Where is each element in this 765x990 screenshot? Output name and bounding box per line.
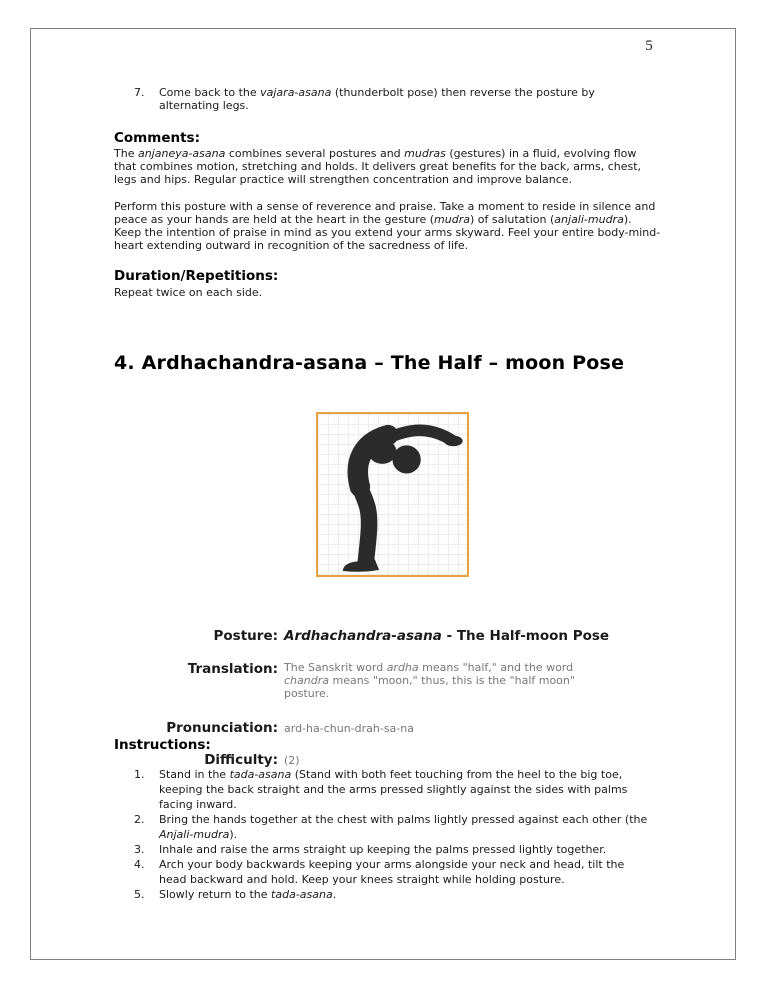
instruction-text: Slowly return to the tada-asana. [159,888,337,901]
instruction-text: Inhale and raise the arms straight up keeping the palms pressed lightly together. [159,843,607,856]
half-moon-pose-silhouette [318,414,467,575]
instruction-item [134,842,649,857]
comments-paragraph-2: Perform this posture with a sense of reverence and praise. Take a moment to reside in silence and peace as your hands are held at the heart in the gesture (mudra) of salutation (anjali-mudra). Keep the intention of praise in mind as you extend your arms skyward. Feel your entire body-mind-heart extending outward in recognition of the sacredness of life. [114,200,661,252]
instruction-item [134,812,649,842]
comments-heading: Comments: [114,130,200,146]
instruction-number: 2. [134,813,145,826]
translation-row [31,661,631,700]
page-number: 5 [645,38,653,54]
difficulty-label: Difficulty: [204,752,278,768]
pronunciation-label: Pronunciation: [166,720,278,736]
duration-text: Repeat twice on each side. [114,286,263,299]
list-item [134,86,634,112]
section-title: 4. Ardhachandra-asana – The Half – moon Pose [114,352,625,374]
posture-label: Posture: [213,628,278,644]
duration-heading: Duration/Repetitions: [114,268,279,284]
translation-value: The Sanskrit word ardha means "half," and the word chandra means "moon," thus, this is the "half moon" posture. [284,661,575,700]
pronunciation-row [31,720,631,736]
list-item-number: 7. [134,86,145,99]
instruction-number: 4. [134,858,145,871]
instructions-heading: Instructions: [114,737,211,753]
instruction-item [134,887,649,902]
instruction-text: Arch your body backwards keeping your arms alongside your neck and head, tilt the head backward and hold. Keep your knees straight while holding posture. [159,858,625,886]
instruction-number: 3. [134,843,145,856]
difficulty-row [31,752,631,768]
document-page [30,28,736,960]
instruction-text: Stand in the tada-asana (Stand with both feet touching from the heel to the big toe, keeping the back straight and the arms pressed slightly against the sides with palms facing inward. [159,768,628,811]
instruction-item [134,767,649,812]
translation-label: Translation: [187,661,278,677]
posture-value: Ardhachandra-asana - The Half-moon Pose [284,628,610,644]
instruction-item [134,857,649,887]
difficulty-value: (2) [284,754,300,767]
comments-paragraph-1: The anjaneya-asana combines several postures and mudras (gestures) in a fluid, evolving flow that combines motion, stretching and holds. It delivers great benefits for the back, arms, chest, legs and hips. Regular practice will strengthen concentration and improve balance. [114,147,642,186]
pose-image [316,412,469,577]
instruction-number: 5. [134,888,145,901]
list-item-text: Come back to the vajara-asana (thunderbolt pose) then reverse the posture by alternating legs. [159,86,595,112]
instruction-number: 1. [134,768,145,781]
posture-row [31,628,631,644]
instructions-list [134,767,649,902]
pronunciation-value: ard-ha-chun-drah-sa-na [284,722,414,735]
instruction-text: Bring the hands together at the chest with palms lightly pressed against each other (the Anjali-mudra). [159,813,648,841]
